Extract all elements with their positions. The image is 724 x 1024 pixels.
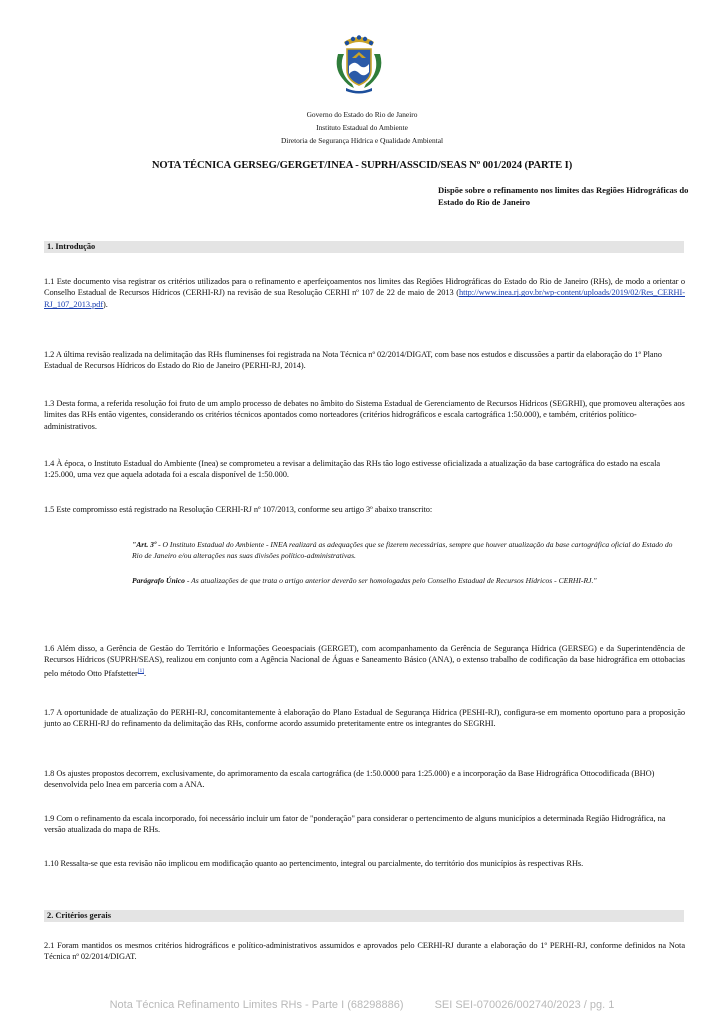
section-heading-criterios-gerais: 2. Critérios gerais xyxy=(44,910,684,922)
resolution-link[interactable]: http://www.inea.rj.gov.br/wp-content/uploads/2019/02/Res_CERHI-RJ_107_2013.pdf xyxy=(44,288,685,309)
coat-of-arms-icon xyxy=(332,32,386,96)
paragraph-1-10: 1.10 Ressalta-se que esta revisão não implicou em modificação quanto ao pertencimento, integral ou parcialmente, do território dos municípios às respectivas RHs. xyxy=(44,859,584,868)
paragraph-1-2: 1.2 A última revisão realizada na delimitação das RHs fluminenses foi registrada na Nota Técnica nº 02/2014/DIGAT, com base nos estudos e discussões a partir da elaboração do 1º Plano Estadual de Recursos Hídricos do Estado do Rio de Janeiro (PERHI-RJ, 2014). xyxy=(44,350,662,371)
paragraph-1-9: 1.9 Com o refinamento da escala incorporado, foi necessário incluir um fator de "ponderação" para considerar o pertencimento de alguns municípios a determinada Região Hidrográfica, na versão atualizada do mapa de RHs. xyxy=(44,814,666,835)
institution-header xyxy=(0,108,724,147)
paragraph-1-6-end: . xyxy=(144,668,147,678)
footnote-reference[interactable]: [1] xyxy=(137,667,144,674)
paragraph-1-7: 1.7 A oportunidade de atualização do PERHI-RJ, concomitantemente à elaboração do Plano Estadual de Segurança Hídrica (PESHI-RJ), configura-se em momento oportuno para a proposição junto ao CERHI-RJ do refinamento da delimitação das RHs, conforme acordo assumido preteritamente entre os integrantes do SEGRHI. xyxy=(44,708,685,729)
header-line-government: Governo do Estado do Rio de Janeiro xyxy=(306,110,418,119)
paragraph-1-6-text: 1.6 Além disso, a Gerência de Gestão do Território e Informações Geoespaciais (GERGET), com acompanhamento da Gerência de Segurança Hídrica (GERSEG) e da Superintendência de Recursos Hídricos (SUPRH/SEAS), realizou em conjunto com a Agência Nacional de Águas e Saneamento Básico (ANA), o extenso trabalho de codificação da base hidrográfica em ottobacias pelo método Otto Pfafstetter xyxy=(44,644,685,678)
quote-paragrafo-unico xyxy=(132,575,684,586)
paragraph-1-6 xyxy=(44,643,685,679)
paragraph-1-4: 1.4 À época, o Instituto Estadual do Ambiente (Inea) se comprometeu a revisar a delimitação das RHs tão logo estivesse oficializada a atualização da base cartográfica do estado na escala 1:25.000, uma vez que aquela adotada foi a escala disponível de 1:50.000. xyxy=(44,459,661,480)
section-heading-introducao: 1. Introdução xyxy=(44,241,684,253)
quote-article-3-label: "Art. 3º xyxy=(132,540,157,549)
paragraph-1-8: 1.8 Os ajustes propostos decorrem, exclusivamente, do aprimoramento da escala cartográfica (de 1:50.0000 para 1:25.000) e a incorporação da Base Hidrográfica Ottocodificada (BHO) desenvolvida pelo Inea em parceria com a ANA. xyxy=(44,769,655,790)
paragraph-2-1: 2.1 Foram mantidos os mesmos critérios hidrográficos e político-administrativos assumidos e aprovados pelo CERHI-RJ durante a elaboração do 1º PERHI-RJ, conforme definidos na Nota Técnica nº 02/2014/DIGAT. xyxy=(44,941,685,962)
quote-article-3-text: - O Instituto Estadual do Ambiente - INEA realizará as adequações que se fizerem necessárias, sempre que houver atualização da base cartográfica oficial do Estado do Rio de Janeiro e/ou alterações nas suas divisões político-administrativas. xyxy=(132,540,673,560)
paragraph-1-1-end: ). xyxy=(103,299,108,309)
header-line-directorate: Diretoria de Segurança Hídrica e Qualidade Ambiental xyxy=(280,136,444,145)
quote-paragrafo-unico-text: - As atualizações de que trata o artigo anterior deverão ser homologadas pelo Conselho Estadual de Recursos Hídricos - CERHI-RJ." xyxy=(184,576,597,585)
quote-paragrafo-unico-label: Parágrafo Único xyxy=(132,576,185,585)
paragraph-1-5: 1.5 Este compromisso está registrado na Resolução CERHI-RJ nº 107/2013, conforme seu artigo 3º abaixo transcrito: xyxy=(44,505,433,514)
footer-sei-page: SEI SEI-070026/002740/2023 / pg. 1 xyxy=(434,999,615,1011)
document-title: NOTA TÉCNICA GERSEG/GERGET/INEA - SUPRH/ASSCID/SEAS Nº 001/2024 (PARTE I) xyxy=(151,160,573,171)
paragraph-1-1 xyxy=(44,276,685,310)
footer-document-reference: Nota Técnica Refinamento Limites RHs - Parte I (68298886) xyxy=(109,999,404,1011)
quote-article-3 xyxy=(132,539,684,561)
page-footer xyxy=(0,999,724,1011)
header-line-institute: Instituto Estadual do Ambiente xyxy=(316,123,408,132)
paragraph-1-1-text: 1.1 Este documento visa registrar os critérios utilizados para o refinamento e aperfeiçoamentos nos limites das Regiões Hidrográficas do Estado do Rio de Janeiro (RHs), de modo a orientar o Conselho Estadual de Recursos Hídricos (CERHI-RJ) na revisão de sua Resolução CERHI nº 107 de 22 de maio de 2013 ( xyxy=(44,277,685,298)
document-ementa: Dispõe sobre o refinamento nos limites das Regiões Hidrográficas do Estado do Rio de Janeiro xyxy=(438,185,689,207)
paragraph-1-3: 1.3 Desta forma, a referida resolução foi fruto de um amplo processo de debates no âmbito do Sistema Estadual de Gerenciamento de Recursos Hídricos (SEGRHI), que promoveu alterações aos limites das RHs então vigentes, considerando os critérios técnicos apontados como norteadores (critérios hidrográficos e escala cartográfica 1:50.000), e também, critérios político-administrativos. xyxy=(44,399,685,431)
